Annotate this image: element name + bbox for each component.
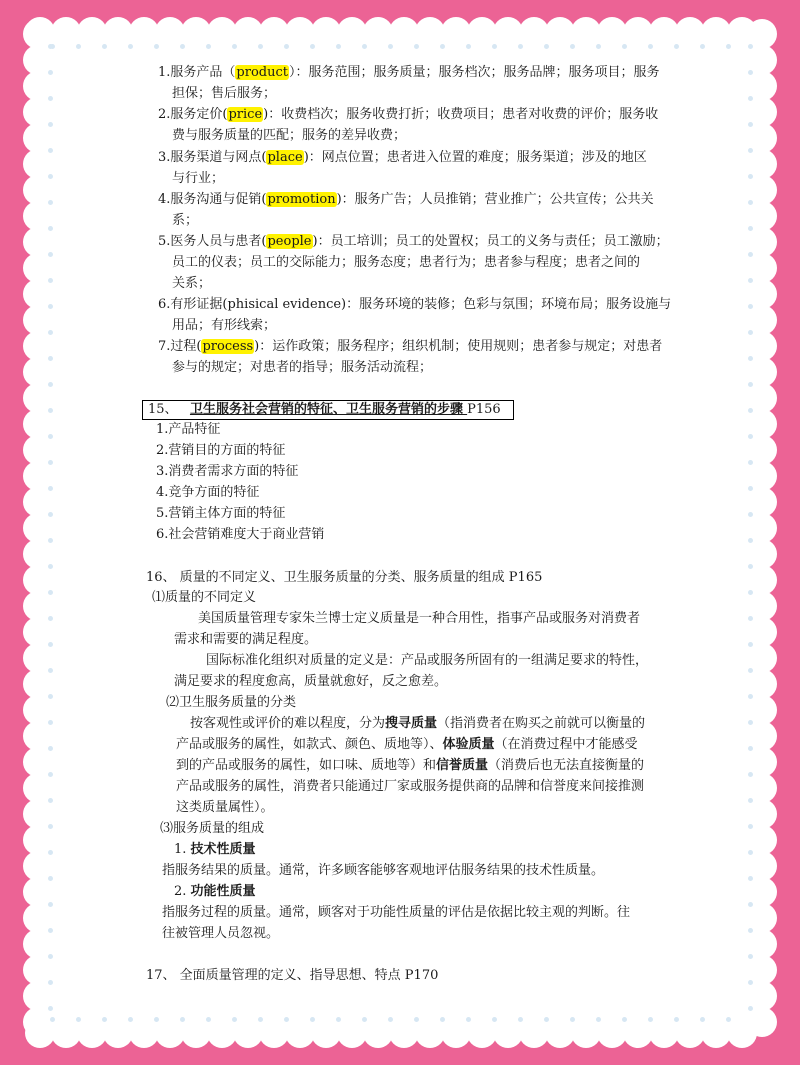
section-16-sub3-item: 1. 技术性质量 <box>174 842 256 857</box>
marketing-item-1: 1.服务产品（product）：服务范围；服务质量；服务档次；服务品牌；服务项目；服务 <box>158 65 660 80</box>
marketing-item-4: 4.服务沟通与促销(promotion)：服务广告；人员推销；营业推广；公共宣传；公共关 <box>158 192 654 207</box>
section-16-sub3-desc: 往被管理人员忽视。 <box>162 926 280 941</box>
section-16-sub2-line: 产品或服务的属性，消费者只能通过厂家或服务提供商的品牌和信誉度来间接推测 <box>176 779 645 794</box>
section-15-heading: 15、 卫生服务社会营销的特征、卫生服务营销的步骤 P156 <box>148 402 501 417</box>
section-15-item: 1.产品特征 <box>156 422 221 437</box>
marketing-item-4-cont: 系； <box>172 213 199 228</box>
marketing-item-3-cont: 与行业； <box>172 171 225 186</box>
section-16-sub3-desc: 指服务过程的质量。通常，顾客对于功能性质量的评估是依据比较主观的判断。往 <box>162 905 631 920</box>
section-16-sub1-line: 国际标准化组织对质量的定义是：产品或服务所固有的一组满足要求的特性， <box>206 653 649 668</box>
section-15-item: 4.竞争方面的特征 <box>156 485 260 500</box>
section-16-sub3-title: ⑶服务质量的组成 <box>160 821 265 836</box>
marketing-item-3: 3.服务渠道与网点(place)：网点位置；患者进入位置的难度；服务渠道；涉及的地区 <box>158 150 647 165</box>
section-16-heading: 16、 质量的不同定义、卫生服务质量的分类、服务质量的组成 P165 <box>146 570 543 585</box>
section-16-sub1-line: 满足要求的程度愈高，质量就愈好，反之愈差。 <box>174 674 448 689</box>
section-16-sub1-title: ⑴质量的不同定义 <box>152 590 257 605</box>
marketing-item-5-cont: 员工的仪表；员工的交际能力；服务态度；患者行为；患者参与程度；患者之间的 <box>172 255 641 270</box>
section-16-sub2-line: 产品或服务的属性，如款式、颜色、质地等）、体验质量（在消费过程中才能感受 <box>176 737 638 752</box>
section-16-sub2-title: ⑵卫生服务质量的分类 <box>166 695 297 710</box>
marketing-item-5: 5.医务人员与患者(people)：员工培训；员工的处置权；员工的义务与责任；员工激励； <box>158 234 669 249</box>
section-16-sub1-line: 需求和需要的满足程度。 <box>174 632 318 647</box>
section-16-sub3-item: 2. 功能性质量 <box>174 884 256 899</box>
section-16-sub3-desc: 指服务结果的质量。通常，许多顾客能够客观地评估服务结果的技术性质量。 <box>162 863 605 878</box>
highlight-term: product <box>236 65 288 80</box>
highlight-term: promotion <box>267 192 336 207</box>
section-16-sub2-line: 这类质量属性）。 <box>176 800 274 815</box>
section-16-sub2-line: 按客观性或评价的难以程度，分为搜寻质量（指消费者在购买之前就可以衡量的 <box>190 716 646 731</box>
highlight-term: price <box>228 107 263 122</box>
marketing-item-5-cont: 关系； <box>172 276 212 291</box>
section-15-item: 2.营销目的方面的特征 <box>156 443 286 458</box>
marketing-item-6-cont: 用品；有形线索； <box>172 318 277 333</box>
highlight-term: people <box>267 234 312 249</box>
marketing-item-2-cont: 费与服务质量的匹配；服务的差异收费； <box>172 128 407 143</box>
marketing-item-2: 2.服务定价(price)：收费档次；服务收费打折；收费项目；患者对收费的评价；服务收 <box>158 107 659 122</box>
marketing-item-7: 7.过程(process)：运作政策；服务程序；组织机制；使用规则；患者参与规定；对患者 <box>158 339 663 354</box>
section-16-sub2-line: 到的产品或服务的属性，如口味、质地等）和信誉质量（消费后也无法直接衡量的 <box>176 758 645 773</box>
highlight-term: process <box>202 339 254 354</box>
section-15-item: 3.消费者需求方面的特征 <box>156 464 299 479</box>
marketing-item-7-cont: 参与的规定；对患者的指导；服务活动流程； <box>172 360 433 375</box>
marketing-item-6: 6.有形证据(phisical evidence)：服务环境的装修；色彩与氛围；环境布局；服务设施与 <box>158 297 672 312</box>
section-15-item: 6.社会营销难度大于商业营销 <box>156 527 325 542</box>
highlight-term: place <box>267 150 303 165</box>
marketing-item-1-cont: 担保；售后服务； <box>172 86 277 101</box>
section-15-item: 5.营销主体方面的特征 <box>156 506 286 521</box>
section-17-heading: 17、 全面质量管理的定义、指导思想、特点 P170 <box>146 968 439 983</box>
section-16-sub1-line: 美国质量管理专家朱兰博士定义质量是一种合用性，指事产品或服务对消费者 <box>198 611 641 626</box>
